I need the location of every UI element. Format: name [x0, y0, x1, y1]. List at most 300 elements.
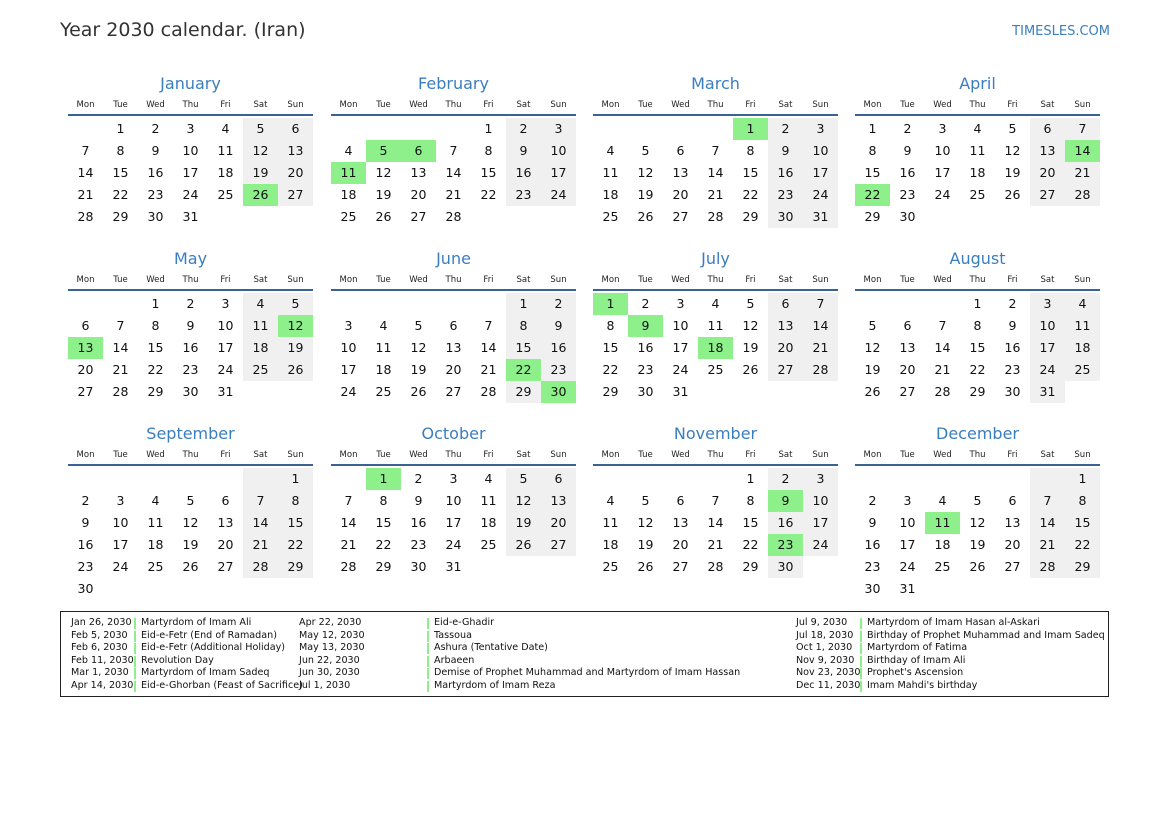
day-cell[interactable]: 16: [1004, 340, 1021, 355]
day-cell[interactable]: 24: [934, 187, 951, 202]
day-cell[interactable]: 23: [768, 184, 803, 206]
day-cell[interactable]: 20: [672, 187, 689, 202]
day-cell[interactable]: 17: [340, 362, 357, 377]
day-cell[interactable]: 29: [278, 556, 313, 578]
day-cell[interactable]: 25: [480, 537, 497, 552]
day-cell[interactable]: 5: [641, 493, 650, 508]
day-cell[interactable]: 26: [278, 359, 313, 381]
day-cell[interactable]: 17: [672, 340, 689, 355]
day-cell[interactable]: 6: [81, 318, 90, 333]
day-cell[interactable]: 24: [541, 184, 576, 206]
day-cell[interactable]: 2: [903, 121, 912, 136]
day-cell[interactable]: 12: [243, 140, 278, 162]
day-cell[interactable]: 31: [445, 559, 462, 574]
day-cell[interactable]: 25: [243, 359, 278, 381]
day-cell[interactable]: 2: [506, 118, 541, 140]
day-cell[interactable]: 22: [1065, 534, 1100, 556]
day-cell[interactable]: 29: [742, 559, 759, 574]
day-cell[interactable]: 21: [445, 187, 462, 202]
day-cell[interactable]: 22: [480, 187, 497, 202]
day-cell[interactable]: 26: [506, 534, 541, 556]
day-cell[interactable]: 19: [182, 537, 199, 552]
day-cell[interactable]: 21: [243, 534, 278, 556]
day-cell[interactable]: 10: [934, 143, 951, 158]
day-cell[interactable]: 1: [151, 296, 160, 311]
day-cell[interactable]: 5: [973, 493, 982, 508]
day-cell[interactable]: 25: [934, 559, 951, 574]
day-cell[interactable]: 2: [768, 118, 803, 140]
day-cell[interactable]: 2: [1008, 296, 1017, 311]
day-cell[interactable]: 21: [77, 187, 94, 202]
day-cell[interactable]: 10: [217, 318, 234, 333]
day-cell[interactable]: 27: [1030, 184, 1065, 206]
day-cell[interactable]: 21: [340, 537, 357, 552]
day-cell[interactable]: 14: [445, 165, 462, 180]
day-cell[interactable]: 27: [1004, 559, 1021, 574]
day-cell[interactable]: 5: [366, 140, 401, 162]
day-cell[interactable]: 27: [217, 559, 234, 574]
day-cell[interactable]: 6: [903, 318, 912, 333]
day-cell[interactable]: 14: [803, 315, 838, 337]
day-cell[interactable]: 8: [116, 143, 125, 158]
day-cell[interactable]: 5: [278, 293, 313, 315]
day-cell[interactable]: 2: [768, 468, 803, 490]
day-cell[interactable]: 14: [707, 515, 724, 530]
day-cell[interactable]: 21: [934, 362, 951, 377]
day-cell[interactable]: 15: [278, 512, 313, 534]
day-cell[interactable]: 12: [637, 165, 654, 180]
day-cell[interactable]: 22: [742, 187, 759, 202]
day-cell[interactable]: 1: [973, 296, 982, 311]
day-cell[interactable]: 28: [243, 556, 278, 578]
day-cell[interactable]: 9: [541, 315, 576, 337]
day-cell[interactable]: 5: [506, 468, 541, 490]
day-cell[interactable]: 13: [672, 165, 689, 180]
day-cell[interactable]: 9: [628, 315, 663, 337]
day-cell[interactable]: 16: [768, 512, 803, 534]
day-cell[interactable]: 13: [217, 515, 234, 530]
day-cell[interactable]: 20: [541, 512, 576, 534]
day-cell[interactable]: 22: [147, 362, 164, 377]
day-cell[interactable]: 25: [969, 187, 986, 202]
day-cell[interactable]: 14: [77, 165, 94, 180]
day-cell[interactable]: 3: [903, 493, 912, 508]
day-cell[interactable]: 3: [344, 318, 353, 333]
day-cell[interactable]: 15: [506, 337, 541, 359]
day-cell[interactable]: 8: [151, 318, 160, 333]
day-cell[interactable]: 24: [340, 384, 357, 399]
day-cell[interactable]: 1: [868, 121, 877, 136]
day-cell[interactable]: 18: [602, 187, 619, 202]
day-cell[interactable]: 4: [243, 293, 278, 315]
day-cell[interactable]: 30: [1004, 384, 1021, 399]
day-cell[interactable]: 30: [147, 209, 164, 224]
day-cell[interactable]: 4: [606, 493, 615, 508]
day-cell[interactable]: 3: [541, 118, 576, 140]
day-cell[interactable]: 28: [1065, 184, 1100, 206]
day-cell[interactable]: 21: [1030, 534, 1065, 556]
day-cell[interactable]: 7: [81, 143, 90, 158]
day-cell[interactable]: 7: [1065, 118, 1100, 140]
day-cell[interactable]: 7: [116, 318, 125, 333]
day-cell[interactable]: 14: [243, 512, 278, 534]
day-cell[interactable]: 15: [864, 165, 881, 180]
day-cell[interactable]: 9: [1008, 318, 1017, 333]
day-cell[interactable]: 10: [445, 493, 462, 508]
day-cell[interactable]: 29: [112, 209, 129, 224]
day-cell[interactable]: 19: [864, 362, 881, 377]
day-cell[interactable]: 13: [672, 515, 689, 530]
day-cell[interactable]: 9: [868, 515, 877, 530]
day-cell[interactable]: 28: [112, 384, 129, 399]
day-cell[interactable]: 14: [112, 340, 129, 355]
day-cell[interactable]: 8: [484, 143, 493, 158]
day-cell[interactable]: 10: [112, 515, 129, 530]
day-cell[interactable]: 27: [77, 384, 94, 399]
day-cell[interactable]: 16: [182, 340, 199, 355]
day-cell[interactable]: 9: [186, 318, 195, 333]
day-cell[interactable]: 18: [243, 337, 278, 359]
day-cell[interactable]: 22: [969, 362, 986, 377]
day-cell[interactable]: 19: [969, 537, 986, 552]
day-cell[interactable]: 27: [899, 384, 916, 399]
day-cell[interactable]: 12: [864, 340, 881, 355]
day-cell[interactable]: 7: [484, 318, 493, 333]
day-cell[interactable]: 23: [147, 187, 164, 202]
day-cell[interactable]: 28: [803, 359, 838, 381]
day-cell[interactable]: 18: [147, 537, 164, 552]
day-cell[interactable]: 19: [278, 337, 313, 359]
day-cell[interactable]: 20: [899, 362, 916, 377]
day-cell[interactable]: 28: [934, 384, 951, 399]
day-cell[interactable]: 8: [746, 493, 755, 508]
day-cell[interactable]: 6: [1008, 493, 1017, 508]
day-cell[interactable]: 24: [217, 362, 234, 377]
day-cell[interactable]: 20: [445, 362, 462, 377]
day-cell[interactable]: 5: [868, 318, 877, 333]
day-cell[interactable]: 18: [698, 337, 733, 359]
day-cell[interactable]: 10: [672, 318, 689, 333]
day-cell[interactable]: 6: [676, 143, 685, 158]
day-cell[interactable]: 28: [480, 384, 497, 399]
day-cell[interactable]: 19: [637, 187, 654, 202]
day-cell[interactable]: 4: [344, 143, 353, 158]
day-cell[interactable]: 12: [1004, 143, 1021, 158]
day-cell[interactable]: 26: [182, 559, 199, 574]
day-cell[interactable]: 15: [480, 165, 497, 180]
day-cell[interactable]: 11: [602, 515, 619, 530]
day-cell[interactable]: 17: [182, 165, 199, 180]
day-cell[interactable]: 28: [1030, 556, 1065, 578]
day-cell[interactable]: 11: [925, 512, 960, 534]
day-cell[interactable]: 17: [803, 512, 838, 534]
day-cell[interactable]: 21: [707, 187, 724, 202]
day-cell[interactable]: 11: [147, 515, 164, 530]
day-cell[interactable]: 16: [637, 340, 654, 355]
day-cell[interactable]: 22: [506, 359, 541, 381]
day-cell[interactable]: 17: [1030, 337, 1065, 359]
day-cell[interactable]: 1: [366, 468, 401, 490]
day-cell[interactable]: 17: [899, 537, 916, 552]
day-cell[interactable]: 24: [803, 184, 838, 206]
day-cell[interactable]: 23: [77, 559, 94, 574]
day-cell[interactable]: 18: [375, 362, 392, 377]
day-cell[interactable]: 23: [768, 534, 803, 556]
day-cell[interactable]: 13: [1030, 140, 1065, 162]
day-cell[interactable]: 1: [278, 468, 313, 490]
day-cell[interactable]: 7: [344, 493, 353, 508]
day-cell[interactable]: 31: [1030, 381, 1065, 403]
day-cell[interactable]: 10: [803, 490, 838, 512]
day-cell[interactable]: 14: [480, 340, 497, 355]
day-cell[interactable]: 18: [969, 165, 986, 180]
day-cell[interactable]: 19: [243, 162, 278, 184]
day-cell[interactable]: 15: [112, 165, 129, 180]
day-cell[interactable]: 27: [672, 209, 689, 224]
day-cell[interactable]: 12: [410, 340, 427, 355]
day-cell[interactable]: 7: [803, 293, 838, 315]
day-cell[interactable]: 29: [147, 384, 164, 399]
day-cell[interactable]: 6: [541, 468, 576, 490]
day-cell[interactable]: 14: [1030, 512, 1065, 534]
day-cell[interactable]: 12: [969, 515, 986, 530]
day-cell[interactable]: 13: [410, 165, 427, 180]
day-cell[interactable]: 30: [410, 559, 427, 574]
day-cell[interactable]: 25: [375, 384, 392, 399]
day-cell[interactable]: 9: [768, 140, 803, 162]
day-cell[interactable]: 1: [506, 293, 541, 315]
day-cell[interactable]: 12: [375, 165, 392, 180]
day-cell[interactable]: 26: [742, 362, 759, 377]
day-cell[interactable]: 13: [278, 140, 313, 162]
day-cell[interactable]: 17: [541, 162, 576, 184]
day-cell[interactable]: 17: [217, 340, 234, 355]
day-cell[interactable]: 4: [711, 296, 720, 311]
day-cell[interactable]: 29: [375, 559, 392, 574]
day-cell[interactable]: 19: [410, 362, 427, 377]
day-cell[interactable]: 4: [151, 493, 160, 508]
day-cell[interactable]: 23: [1004, 362, 1021, 377]
day-cell[interactable]: 3: [186, 121, 195, 136]
day-cell[interactable]: 20: [768, 337, 803, 359]
day-cell[interactable]: 1: [484, 121, 493, 136]
day-cell[interactable]: 11: [969, 143, 986, 158]
day-cell[interactable]: 25: [1065, 359, 1100, 381]
day-cell[interactable]: 3: [449, 471, 458, 486]
day-cell[interactable]: 14: [340, 515, 357, 530]
day-cell[interactable]: 31: [182, 209, 199, 224]
day-cell[interactable]: 20: [672, 537, 689, 552]
day-cell[interactable]: 14: [1065, 140, 1100, 162]
day-cell[interactable]: 18: [934, 537, 951, 552]
day-cell[interactable]: 21: [1065, 162, 1100, 184]
day-cell[interactable]: 2: [81, 493, 90, 508]
day-cell[interactable]: 25: [707, 362, 724, 377]
day-cell[interactable]: 5: [746, 296, 755, 311]
day-cell[interactable]: 20: [410, 187, 427, 202]
day-cell[interactable]: 26: [969, 559, 986, 574]
day-cell[interactable]: 28: [707, 559, 724, 574]
day-cell[interactable]: 3: [1030, 293, 1065, 315]
day-cell[interactable]: 5: [243, 118, 278, 140]
day-cell[interactable]: 6: [449, 318, 458, 333]
day-cell[interactable]: 9: [903, 143, 912, 158]
day-cell[interactable]: 8: [606, 318, 615, 333]
day-cell[interactable]: 27: [541, 534, 576, 556]
day-cell[interactable]: 21: [803, 337, 838, 359]
day-cell[interactable]: 6: [768, 293, 803, 315]
day-cell[interactable]: 10: [182, 143, 199, 158]
day-cell[interactable]: 15: [375, 515, 392, 530]
day-cell[interactable]: 16: [864, 537, 881, 552]
day-cell[interactable]: 16: [410, 515, 427, 530]
day-cell[interactable]: 9: [506, 140, 541, 162]
day-cell[interactable]: 23: [506, 184, 541, 206]
day-cell[interactable]: 23: [541, 359, 576, 381]
day-cell[interactable]: 24: [182, 187, 199, 202]
day-cell[interactable]: 30: [768, 556, 803, 578]
day-cell[interactable]: 20: [77, 362, 94, 377]
day-cell[interactable]: 20: [1004, 537, 1021, 552]
day-cell[interactable]: 19: [637, 537, 654, 552]
day-cell[interactable]: 30: [541, 381, 576, 403]
day-cell[interactable]: 29: [864, 209, 881, 224]
day-cell[interactable]: 25: [602, 209, 619, 224]
day-cell[interactable]: 30: [637, 384, 654, 399]
day-cell[interactable]: 29: [506, 381, 541, 403]
day-cell[interactable]: 23: [864, 559, 881, 574]
day-cell[interactable]: 6: [676, 493, 685, 508]
day-cell[interactable]: 23: [899, 187, 916, 202]
day-cell[interactable]: 30: [77, 581, 94, 596]
day-cell[interactable]: 3: [116, 493, 125, 508]
day-cell[interactable]: 16: [541, 337, 576, 359]
day-cell[interactable]: 4: [1065, 293, 1100, 315]
day-cell[interactable]: 24: [1030, 359, 1065, 381]
day-cell[interactable]: 15: [742, 515, 759, 530]
day-cell[interactable]: 15: [1065, 512, 1100, 534]
day-cell[interactable]: 17: [112, 537, 129, 552]
day-cell[interactable]: 2: [868, 493, 877, 508]
day-cell[interactable]: 15: [969, 340, 986, 355]
day-cell[interactable]: 2: [414, 471, 423, 486]
day-cell[interactable]: 8: [868, 143, 877, 158]
day-cell[interactable]: 9: [768, 490, 803, 512]
day-cell[interactable]: 11: [243, 315, 278, 337]
day-cell[interactable]: 26: [864, 384, 881, 399]
day-cell[interactable]: 5: [641, 143, 650, 158]
day-cell[interactable]: 22: [375, 537, 392, 552]
day-cell[interactable]: 3: [803, 468, 838, 490]
day-cell[interactable]: 5: [1008, 121, 1017, 136]
day-cell[interactable]: 13: [1004, 515, 1021, 530]
day-cell[interactable]: 17: [445, 515, 462, 530]
day-cell[interactable]: 8: [278, 490, 313, 512]
day-cell[interactable]: 27: [768, 359, 803, 381]
day-cell[interactable]: 19: [506, 512, 541, 534]
day-cell[interactable]: 12: [182, 515, 199, 530]
day-cell[interactable]: 3: [803, 118, 838, 140]
day-cell[interactable]: 26: [637, 209, 654, 224]
day-cell[interactable]: 16: [899, 165, 916, 180]
day-cell[interactable]: 27: [445, 384, 462, 399]
day-cell[interactable]: 24: [112, 559, 129, 574]
day-cell[interactable]: 2: [186, 296, 195, 311]
day-cell[interactable]: 10: [1030, 315, 1065, 337]
day-cell[interactable]: 31: [672, 384, 689, 399]
day-cell[interactable]: 3: [938, 121, 947, 136]
day-cell[interactable]: 16: [506, 162, 541, 184]
day-cell[interactable]: 25: [217, 187, 234, 202]
day-cell[interactable]: 12: [637, 515, 654, 530]
day-cell[interactable]: 25: [602, 559, 619, 574]
day-cell[interactable]: 29: [969, 384, 986, 399]
day-cell[interactable]: 10: [899, 515, 916, 530]
day-cell[interactable]: 30: [768, 206, 803, 228]
day-cell[interactable]: 7: [449, 143, 458, 158]
day-cell[interactable]: 8: [506, 315, 541, 337]
day-cell[interactable]: 10: [541, 140, 576, 162]
day-cell[interactable]: 5: [414, 318, 423, 333]
day-cell[interactable]: 4: [484, 471, 493, 486]
day-cell[interactable]: 7: [938, 318, 947, 333]
day-cell[interactable]: 30: [864, 581, 881, 596]
day-cell[interactable]: 13: [899, 340, 916, 355]
day-cell[interactable]: 11: [331, 162, 366, 184]
day-cell[interactable]: 8: [1065, 490, 1100, 512]
day-cell[interactable]: 29: [742, 209, 759, 224]
day-cell[interactable]: 18: [1065, 337, 1100, 359]
day-cell[interactable]: 11: [375, 340, 392, 355]
day-cell[interactable]: 22: [278, 534, 313, 556]
day-cell[interactable]: 15: [742, 165, 759, 180]
day-cell[interactable]: 1: [746, 471, 755, 486]
day-cell[interactable]: 31: [899, 581, 916, 596]
day-cell[interactable]: 1: [1065, 468, 1100, 490]
day-cell[interactable]: 9: [414, 493, 423, 508]
day-cell[interactable]: 16: [77, 537, 94, 552]
day-cell[interactable]: 28: [707, 209, 724, 224]
day-cell[interactable]: 2: [151, 121, 160, 136]
day-cell[interactable]: 14: [934, 340, 951, 355]
day-cell[interactable]: 7: [243, 490, 278, 512]
day-cell[interactable]: 21: [112, 362, 129, 377]
day-cell[interactable]: 22: [855, 184, 890, 206]
day-cell[interactable]: 12: [506, 490, 541, 512]
day-cell[interactable]: 26: [375, 209, 392, 224]
day-cell[interactable]: 4: [606, 143, 615, 158]
day-cell[interactable]: 27: [410, 209, 427, 224]
day-cell[interactable]: 4: [938, 493, 947, 508]
day-cell[interactable]: 9: [81, 515, 90, 530]
day-cell[interactable]: 10: [803, 140, 838, 162]
day-cell[interactable]: 3: [676, 296, 685, 311]
day-cell[interactable]: 15: [602, 340, 619, 355]
day-cell[interactable]: 30: [899, 209, 916, 224]
day-cell[interactable]: 2: [541, 293, 576, 315]
day-cell[interactable]: 8: [746, 143, 755, 158]
day-cell[interactable]: 12: [742, 318, 759, 333]
day-cell[interactable]: 3: [221, 296, 230, 311]
day-cell[interactable]: 13: [541, 490, 576, 512]
day-cell[interactable]: 18: [602, 537, 619, 552]
day-cell[interactable]: 22: [742, 537, 759, 552]
day-cell[interactable]: 18: [480, 515, 497, 530]
day-cell[interactable]: 19: [375, 187, 392, 202]
day-cell[interactable]: 13: [68, 337, 103, 359]
day-cell[interactable]: 4: [221, 121, 230, 136]
day-cell[interactable]: 19: [742, 340, 759, 355]
